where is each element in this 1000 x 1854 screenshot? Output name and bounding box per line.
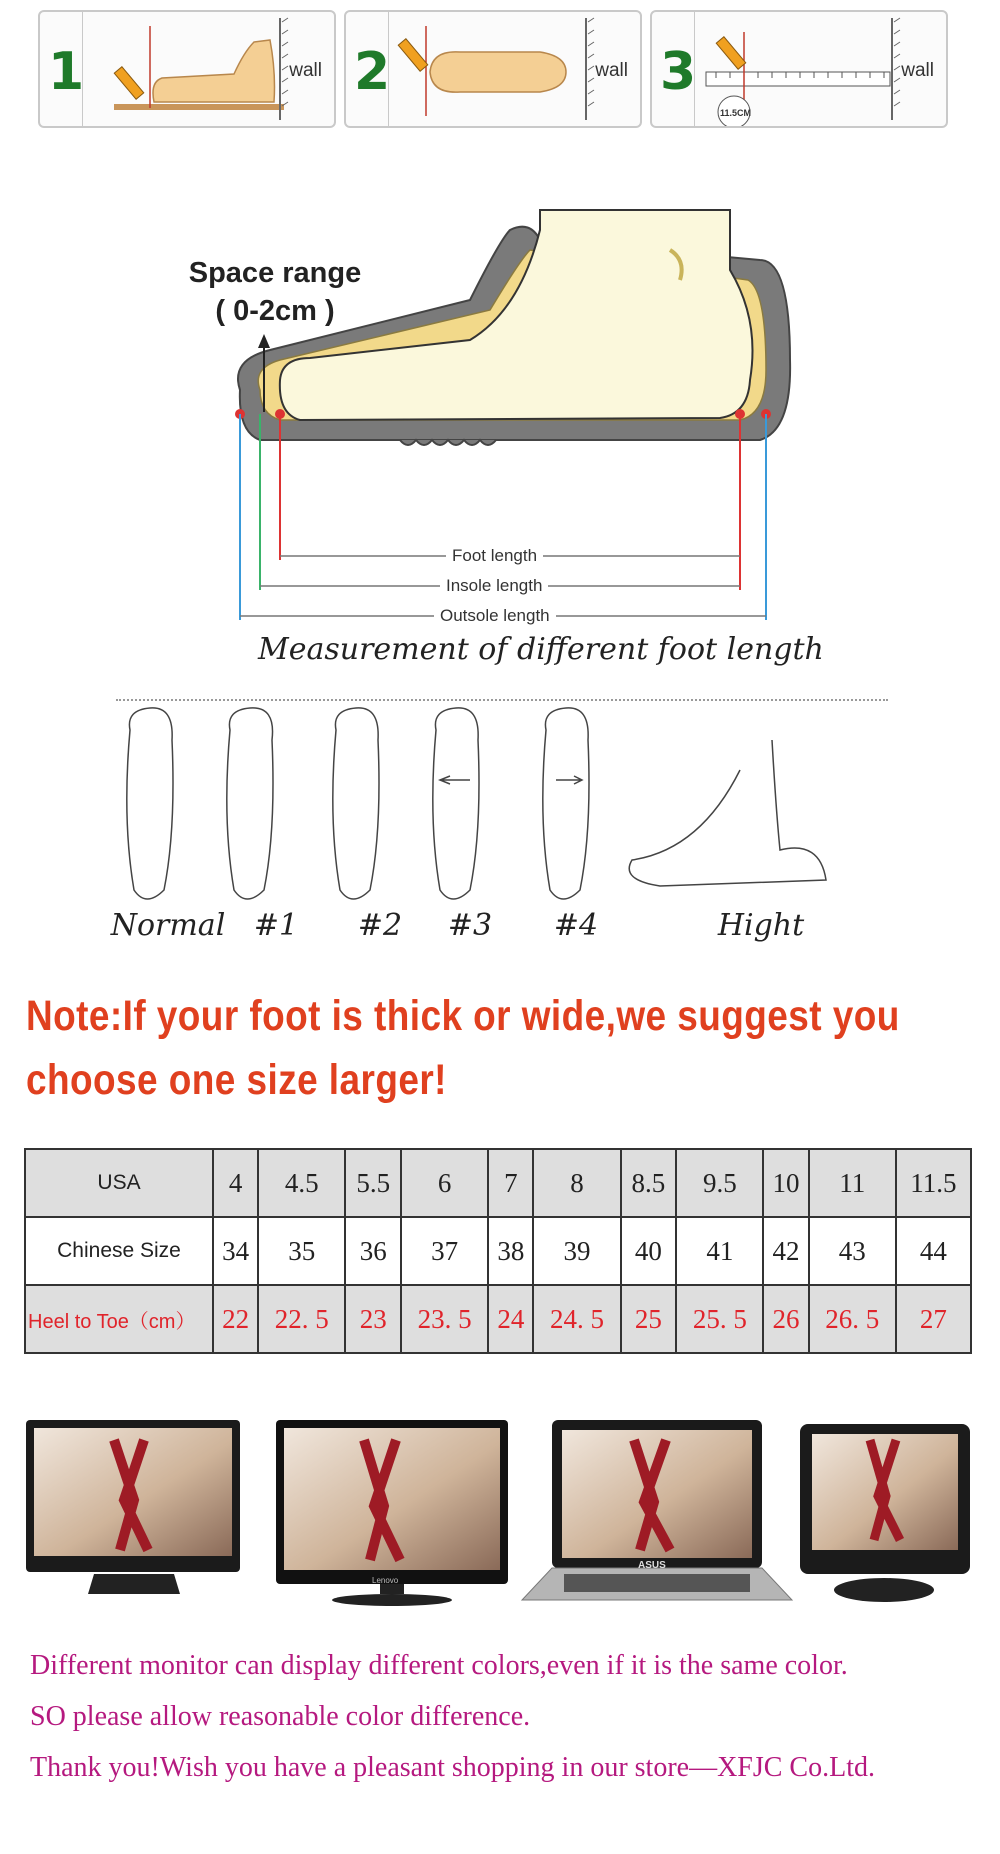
foot-type-2: #2 <box>357 908 403 943</box>
step-number: 1 <box>48 42 85 102</box>
insole-length-label: Insole length <box>440 576 548 596</box>
foot-type-4: #4 <box>553 908 599 943</box>
step-number: 2 <box>354 42 391 102</box>
step-panel-3 <box>650 10 948 128</box>
space-range-value: ( 0-2cm ) <box>215 295 335 327</box>
table-cell: 26 <box>763 1285 808 1353</box>
table-cell: 34 <box>213 1217 258 1285</box>
table-cell: 23. 5 <box>401 1285 488 1353</box>
foot-type-normal: Normal <box>110 908 226 943</box>
table-cell: 25. 5 <box>676 1285 763 1353</box>
table-cell: 27 <box>896 1285 971 1353</box>
table-row-usa <box>25 1149 971 1217</box>
foot-types-illustration <box>100 690 880 910</box>
table-cell: 26. 5 <box>809 1285 896 1353</box>
table-cell: 37 <box>401 1217 488 1285</box>
table-cell: 35 <box>258 1217 345 1285</box>
table-row-chinese <box>25 1217 971 1285</box>
table-cell: 9.5 <box>676 1149 763 1217</box>
step-panel-1 <box>38 10 336 128</box>
monitor-1-icon <box>26 1420 240 1594</box>
laptop-brand: ASUS <box>638 1560 666 1571</box>
table-cell: 41 <box>676 1217 763 1285</box>
divider <box>694 12 695 126</box>
table-cell: 43 <box>809 1217 896 1285</box>
table-cell: 8 <box>533 1149 620 1217</box>
table-cell: 39 <box>533 1217 620 1285</box>
table-cell: 40 <box>621 1217 677 1285</box>
footer-line-2: SO please allow reasonable color difference. <box>30 1701 531 1732</box>
table-cell: 25 <box>621 1285 677 1353</box>
monitor-2-brand: Lenovo <box>372 1576 399 1585</box>
divider <box>388 12 389 126</box>
table-cell: 6 <box>401 1149 488 1217</box>
diagram-caption: Measurement of different foot length <box>258 632 824 667</box>
divider <box>82 12 83 126</box>
table-cell: 42 <box>763 1217 808 1285</box>
table-cell: 5.5 <box>345 1149 401 1217</box>
table-cell: 24. 5 <box>533 1285 620 1353</box>
table-cell: 11 <box>809 1149 896 1217</box>
table-cell: 4 <box>213 1149 258 1217</box>
table-cell: 23 <box>345 1285 401 1353</box>
foot-type-hight: Hight <box>717 908 805 943</box>
footer-line-1: Different monitor can display different colors,even if it is the same color. <box>30 1650 848 1681</box>
foot-length-label: Foot length <box>446 546 543 566</box>
ruler-mark: 11.5CM <box>720 108 752 118</box>
table-cell: 22. 5 <box>258 1285 345 1353</box>
table-row-heel-to-toe <box>25 1285 971 1353</box>
wall-label: wall <box>289 60 322 81</box>
monitor-gallery <box>24 1410 979 1610</box>
row-label: USA <box>25 1149 213 1217</box>
table-cell: 36 <box>345 1217 401 1285</box>
table-cell: 22 <box>213 1285 258 1353</box>
table-cell: 7 <box>488 1149 533 1217</box>
size-chart-table <box>24 1148 972 1354</box>
monitor-4-icon <box>800 1424 970 1602</box>
foot-type-3: #3 <box>447 908 493 943</box>
table-cell: 10 <box>763 1149 808 1217</box>
footer-line-3: Thank you!Wish you have a pleasant shopping in our store—XFJC Co.Ltd. <box>30 1752 875 1783</box>
outsole-length-label: Outsole length <box>434 606 556 626</box>
space-range-heading: Space range <box>188 257 362 289</box>
table-cell: 24 <box>488 1285 533 1353</box>
note-line-2: choose one size larger! <box>26 1056 447 1104</box>
table-cell: 44 <box>896 1217 971 1285</box>
row-label: Heel to Toe（cm） <box>25 1285 213 1353</box>
note-line-1: Note:If your foot is thick or wide,we suggest you <box>26 992 900 1040</box>
table-cell: 11.5 <box>896 1149 971 1217</box>
table-cell: 4.5 <box>258 1149 345 1217</box>
row-label: Chinese Size <box>25 1217 213 1285</box>
table-cell: 38 <box>488 1217 533 1285</box>
foot-type-1: #1 <box>253 908 299 943</box>
step-number: 3 <box>660 42 697 102</box>
step-panel-2 <box>344 10 642 128</box>
wall-label: wall <box>595 60 628 81</box>
table-cell: 8.5 <box>621 1149 677 1217</box>
wall-label: wall <box>901 60 934 81</box>
laptop-icon <box>522 1420 792 1600</box>
